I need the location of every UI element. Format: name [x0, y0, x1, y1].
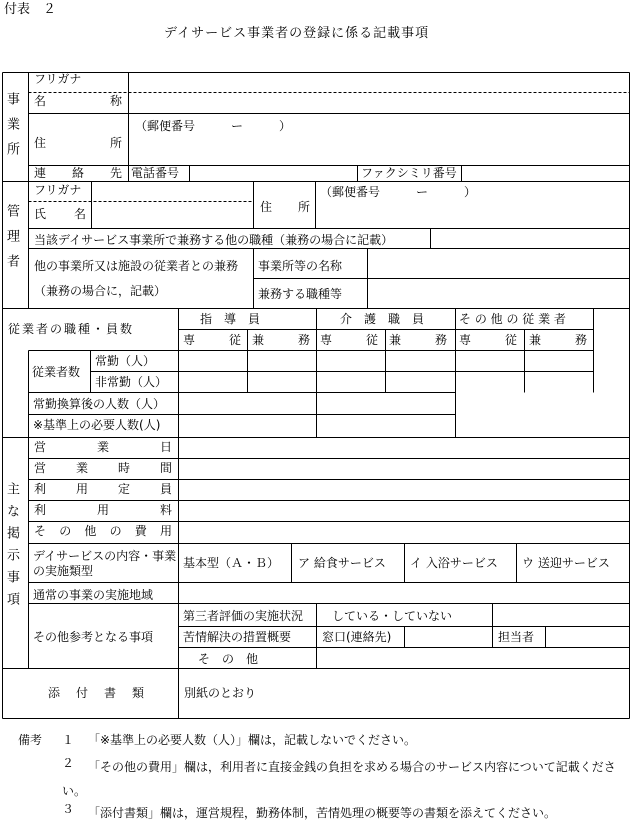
fax-label: ファクシミリ番号 — [361, 166, 457, 180]
complaint-label: 苦情解決の措置概要 — [183, 630, 292, 644]
staff-header-label: 従業者の職種・員数 — [8, 322, 135, 336]
nonregular-label: 非常勤（人） — [95, 375, 168, 389]
note-3-num: ３ — [62, 802, 75, 816]
part-time-label-2: 兼 務 — [529, 333, 587, 347]
service-type-2: イ 入浴サービス — [410, 556, 498, 570]
third-party-value: している・していない — [332, 609, 453, 623]
other-staff-label-1: 他の事業所又は施設の従業者との兼務 — [34, 259, 239, 273]
manager-furigana-label: フリガナ — [34, 183, 82, 197]
staff-category-2: そ の 他 の 従 業 者 — [459, 312, 566, 326]
form-number: 付表 ２ — [4, 2, 57, 17]
note-2-text: 「その他の費用」欄は，利用者に直接金銭の負担を求める場合のサービス内容について記載ください。 — [62, 760, 616, 798]
service-type-0: 基本型（Ａ・Ｂ） — [183, 556, 280, 570]
capacity-label: 利 用 定 員 — [34, 482, 172, 496]
phone-label: 電話番号 — [131, 166, 180, 180]
facility-name-label: 事業所等の名称 — [258, 259, 343, 273]
staff-count-label: 従業者数 — [32, 365, 81, 379]
converted-label: 常勤換算後の人数（人） — [33, 397, 166, 411]
part-time-label-1: 兼 務 — [389, 333, 447, 347]
office-furigana-label: フリガナ — [34, 72, 82, 86]
attachments-label: 添 付 書 類 — [48, 686, 147, 700]
concurrent-job-label: 当該デイサービス事業所で兼務する他の職種（兼務の場合に記載） — [34, 233, 394, 247]
reference-label: その他参考となる事項 — [33, 630, 154, 644]
other-staff-label-2: （兼務の場合に，記載） — [34, 284, 167, 298]
note-3-text: 「添付書類」欄は，運営規程，勤務体制，苦情処理の概要等の書類を添えてください。 — [88, 806, 557, 820]
main-section-label: 主な掲示事項 — [4, 482, 19, 614]
full-time-label-1: 専 従 — [320, 333, 378, 347]
note-1-text: 「※基準上の必要人数（人）」欄は，記載しないでください。 — [88, 733, 417, 747]
person-label: 担当者 — [498, 630, 535, 644]
other-label: そ の 他 — [198, 652, 259, 666]
service-type-1: ア 給食サービス — [298, 556, 386, 570]
notes-label: 備考 — [18, 733, 43, 747]
office-section-label: 事業所 — [4, 92, 19, 167]
manager-section-label: 管理者 — [4, 204, 19, 279]
manager-name-label: 氏 名 — [34, 207, 86, 221]
office-contact-label: 連 絡 先 — [34, 166, 122, 180]
full-time-label-2: 専 従 — [459, 333, 517, 347]
attachments-value: 別紙のとおり — [184, 686, 257, 700]
business-days-label: 営 業 日 — [34, 440, 172, 454]
fee-label: 利 用 料 — [34, 503, 172, 517]
window-label: 窓口(連絡先) — [322, 630, 392, 644]
third-party-label: 第三者評価の実施状況 — [183, 609, 304, 623]
other-costs-label: そ の 他 の 費 用 — [34, 524, 172, 538]
business-hours-label: 営 業 時 間 — [34, 461, 172, 475]
office-address-label: 住 所 — [34, 136, 122, 150]
service-content-label: デイサービスの内容・事業の実施類型 — [33, 549, 177, 578]
service-area-label: 通常の事業の実施地域 — [33, 588, 154, 602]
manager-address-label: 住 所 — [260, 200, 310, 214]
staff-category-0: 指 導 員 — [200, 312, 261, 326]
part-time-label-0: 兼 務 — [252, 333, 310, 347]
note-2-num: ２ — [62, 756, 75, 770]
staff-category-1: 介 護 職 員 — [340, 312, 425, 326]
service-type-3: ウ 送迎サービス — [522, 556, 610, 570]
note-1-num: １ — [62, 733, 75, 747]
office-postal-note: （郵便番号 ー ） — [135, 119, 292, 133]
page-title: デイサービス事業者の登録に係る記載事項 — [164, 26, 430, 41]
required-label: ※基準上の必要人数(人) — [33, 418, 161, 432]
manager-postal-note: （郵便番号 ー ） — [320, 185, 477, 199]
full-time-label-0: 専 従 — [183, 333, 241, 347]
regular-label: 常勤（人） — [95, 354, 156, 368]
office-name-label: 名 称 — [34, 94, 122, 108]
concurrent-job-type-label: 兼務する職種等 — [258, 287, 343, 301]
